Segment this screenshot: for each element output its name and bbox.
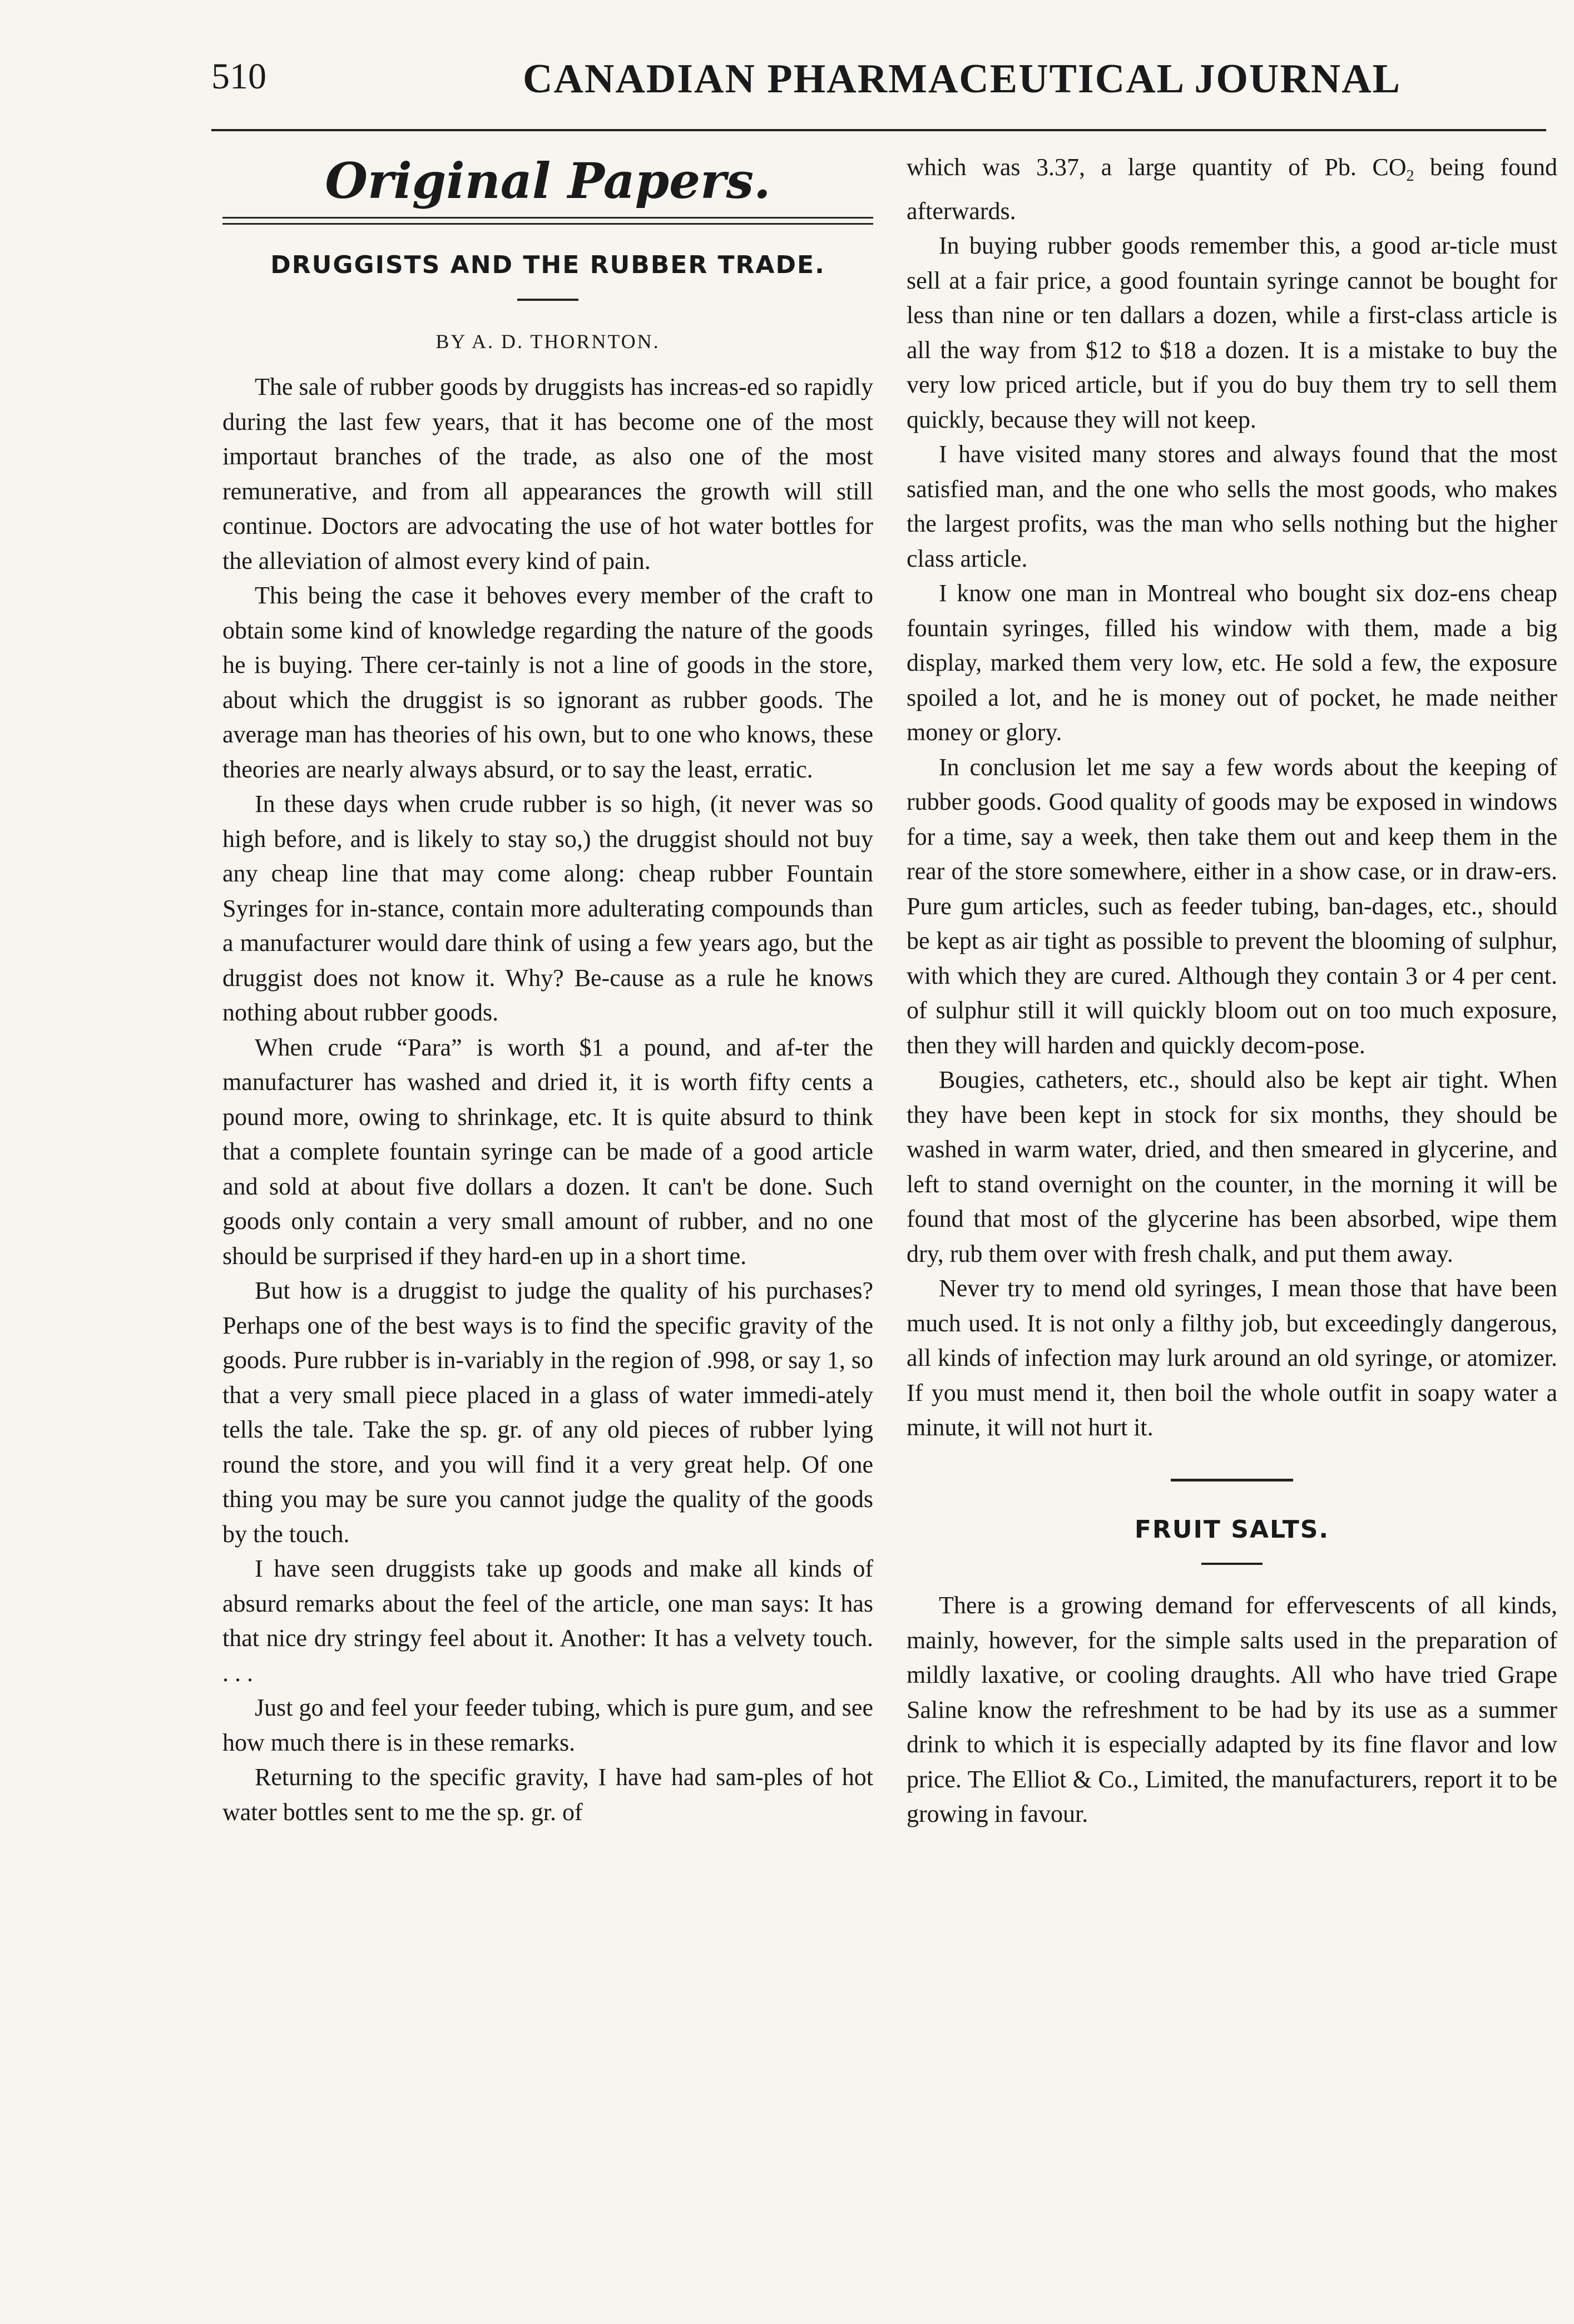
paragraph: I have visited many stores and always found that the most satisfied man, and the one who sells the most goods, who makes the largest profits, was the man who sells nothing but the higher class article. [907,440,1557,572]
journal-title: CANADIAN PHARMACEUTICAL JOURNAL [523,56,1402,102]
paragraph: Just go and feel your feeder tubing, which is pure gum, and see how much there is in these remarks. [222,1694,873,1756]
paragraph: I know one man in Montreal who bought six doz-ens cheap fountain syringes, filled his window with them, made a big display, marked them very low, etc. He sold a few, the exposure spoiled a lot, and he is money out of pocket, he made neither money or glory. [907,579,1557,746]
article-byline: BY A. D. THORNTON. [435,330,660,353]
continued-text: which was 3.37, a large quantity of Pb. CO [907,153,1407,181]
paragraph: When crude “Para” is worth $1 a pound, and af-ter the manufacturer has washed and dried it, it is worth fifty cents a pound more, owing to shrinkage, etc. It is quite absurd to think that a complete fountain syringe can be made of a good article and sold at about five dollars a dozen. It can't be done. Such goods only contain a very small amount of rubber, and no one should be surprised if they hard-en up in a short time. [222,1033,873,1270]
paragraph: Never try to mend old syringes, I mean those that have been much used. It is not only a filthy job, but exceedingly dangerous, all kinds of infection may lurk around an old syringe, or atomizer. If you must mend it, then boil the whole outfit in soapy water a minute, it will not hurt it. [907,1275,1557,1441]
page-header [211,56,1568,117]
title-divider [1201,1563,1263,1565]
left-column [222,150,873,1830]
article-title: FRUIT SALTS. [1134,1515,1330,1544]
title-divider [517,299,578,301]
paragraph-continued [907,150,1557,229]
paragraph: But how is a druggist to judge the quality of his purchases? Perhaps one of the best ways is to find the specific gravity of the goods. Pure rubber is in-variably in the region of .998, or say 1, so that a very small piece placed in a glass of water immedi-ately tells the tale. Take the sp. gr. of any old pieces of rubber lying round the store, and you will find it a very great help. Of one thing you may be sure you cannot judge the quality of the goods by the touch. [222,1277,873,1548]
subscript: 2 [1406,167,1414,185]
section-divider [222,217,873,225]
article-divider [1171,1479,1293,1481]
article-title: DRUGGISTS AND THE RUBBER TRADE. [270,251,825,279]
paragraph: Bougies, catheters, etc., should also be kept air tight. When they have been kept in stock for six months, they should be washed in warm water, dried, and then smeared in glycerine, and left to stand overnight on the counter, in the morning it will be found that most of the glycerine has been absorbed, wipe them dry, rub them over with fresh chalk, and put them away. [907,1066,1557,1267]
paragraph: There is a growing demand for effervescents of all kinds, mainly, however, for the simple salts used in the preparation of mildly laxative, or cooling draughts. All who have tried Grape Saline know the refreshment to be had by its use as a summer drink to which it is especially adapted by its fine flavor and low price. The Elliot & Co., Limited, the manufacturers, report it to be growing in favour. [907,1592,1557,1827]
paragraph: Returning to the specific gravity, I have had sam-ples of hot water bottles sent to me the sp. gr. of [222,1763,873,1826]
section-heading: Original Papers. [325,152,771,210]
paragraph: In these days when crude rubber is so high, (it never was so high before, and is likely to stay so,) the druggist should not buy any cheap line that may come along: cheap rubber Fountain Syringes for in-stance, contain more adulterating compounds than a manufacturer would dare think of using a few years ago, but the druggist does not know it. Why? Be-cause as a rule he knows nothing about rubber goods. [222,790,873,1026]
paragraph: The sale of rubber goods by druggists has increas-ed so rapidly during the last few years, that it has become one of the most importaut branches of the trade, as also one of the most remunerative, and from all appearances the growth will still continue. Doctors are advocating the use of hot water bottles for the alleviation of almost every kind of pain. [222,373,873,574]
paragraph: In buying rubber goods remember this, a good ar-ticle must sell at a fair price, a good fountain syringe cannot be bought for less than nine or ten dallars a dozen, while a first-class article is all the way from $12 to $18 a dozen. It is a mistake to buy the very low priced article, but if you do buy them try to sell them quickly, because they will not keep. [907,232,1557,433]
header-divider [211,129,1546,131]
continued-text-end: being found afterwards. [907,153,1558,225]
paragraph: This being the case it behoves every member of the craft to obtain some kind of knowledge regarding the nature of the goods he is buying. There cer-tainly is not a line of goods in the store, about which the druggist is so ignorant as rubber goods. The average man has theories of his own, but to one who knows, these theories are nearly always absurd, or to say the least, erratic. [222,582,873,783]
paragraph: In conclusion let me say a few words about the keeping of rubber goods. Good quality of goods may be exposed in windows for a time, say a week, then take them out and keep them in the rear of the store somewhere, either in a show case, or in draw-ers. Pure gum articles, such as feeder tubing, ban-dages, etc., should be kept as air tight as possible to prevent the blooming of sulphur, with which they are cured. Although they contain 3 or 4 per cent. of sulphur still it will quickly bloom out on too much exposure, then they will harden and quickly decom-pose. [907,753,1557,1059]
page-number: 510 [211,56,266,97]
right-column [907,150,1557,1832]
paragraph: I have seen druggists take up goods and make all kinds of absurd remarks about the feel of the article, one man says: It has that nice dry stringy feel about it. Another: It has a velvety touch. . . . [222,1555,873,1687]
